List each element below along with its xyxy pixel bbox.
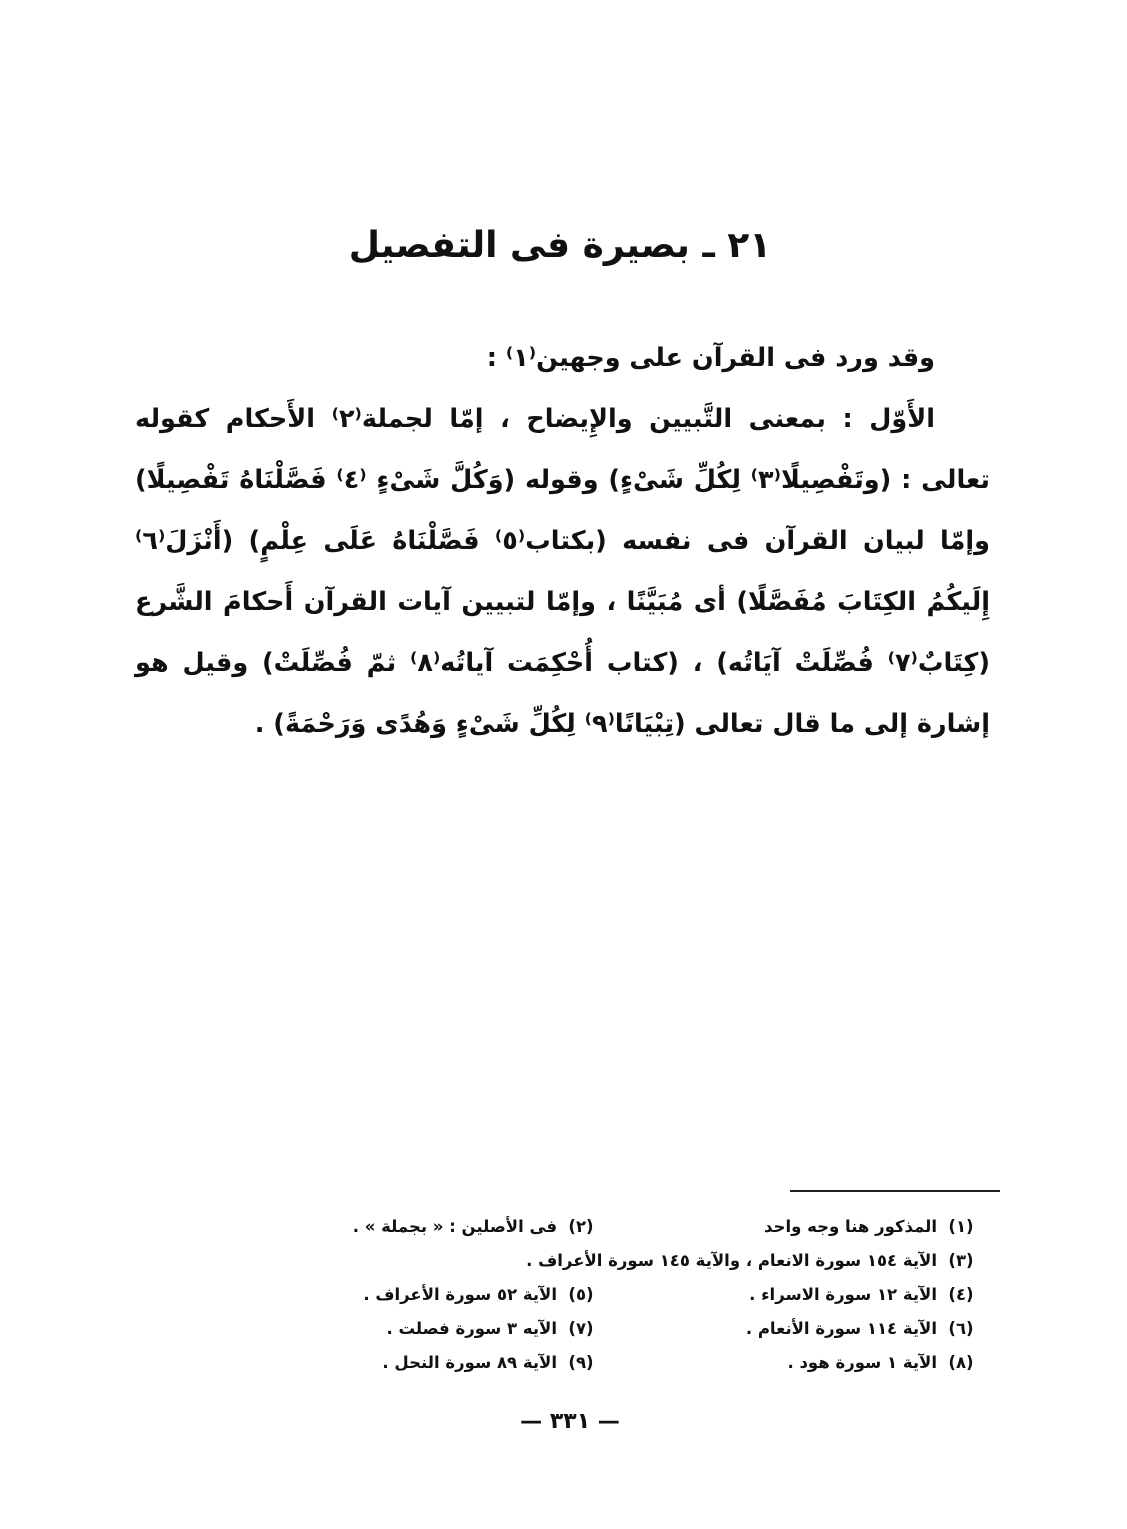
- footnote-row: [225, 1346, 985, 1380]
- footnote-text: الآية ١ سورة هود .: [787, 1353, 937, 1372]
- footnote-6: [605, 1312, 985, 1346]
- footnote-row: [225, 1278, 985, 1312]
- footnote-number: (٥): [568, 1285, 594, 1304]
- footnote-number: (٦): [948, 1319, 974, 1338]
- footnote-3: [225, 1244, 985, 1278]
- footnote-number: (٤): [948, 1285, 974, 1304]
- footnote-text: فى الأصلين : « بجملة » .: [352, 1217, 557, 1236]
- footnote-text: الآية ١١٤ سورة الأنعام .: [745, 1319, 937, 1338]
- chapter-title: ٢١ ـ بصيرة فى التفصيل: [348, 225, 772, 266]
- footnote-text: الآيه ٣ سورة فصلت .: [386, 1319, 557, 1338]
- footnote-5: [225, 1278, 605, 1312]
- footnote-4: [605, 1278, 985, 1312]
- footnote-text: الآية ١٥٤ سورة الانعام ، والآية ١٤٥ سورة الأعراف .: [526, 1251, 937, 1270]
- footnote-1: [605, 1210, 985, 1244]
- footnote-text: الآية ٥٢ سورة الأعراف .: [363, 1285, 557, 1304]
- footnote-number: (٧): [568, 1319, 594, 1338]
- footnote-8: [605, 1346, 985, 1380]
- footnotes: [225, 1210, 985, 1380]
- footnote-number: (١): [948, 1217, 974, 1236]
- footnote-separator: [790, 1190, 1000, 1192]
- footnote-row: [225, 1244, 985, 1278]
- footnote-number: (٨): [948, 1353, 974, 1372]
- footnote-7: [225, 1312, 605, 1346]
- footnote-text: الآية ٨٩ سورة النحل .: [382, 1353, 557, 1372]
- footnote-2: [225, 1210, 605, 1244]
- footnote-row: [225, 1210, 985, 1244]
- footnote-number: (٩): [568, 1353, 594, 1372]
- footnote-text: المذكور هنا وجه واحد: [764, 1217, 937, 1236]
- footnote-9: [225, 1346, 605, 1380]
- footnote-number: (٣): [948, 1251, 974, 1270]
- footnote-number: (٢): [568, 1217, 594, 1236]
- footnote-row: [225, 1312, 985, 1346]
- page-number: — ٣٣١ —: [520, 1409, 620, 1434]
- main-text: [135, 328, 990, 755]
- paragraph-intro: وقد ورد فى القرآن على وجهين⁽١⁾ :: [486, 343, 935, 373]
- paragraph-first-meaning: الأَوّل : بمعنى التَّبيين والإِيضاح ، إمّا لجملة⁽٢⁾ الأَحكام كقوله تعالى : (وتَفْصِيلًا⁽٣⁾ لِكُلِّ شَىْءٍ) وقوله (وَكُلَّ شَىْءٍ ⁽٤⁾ فَصَّلْنَاهُ تَفْصِيلًا) وإمّا لبيان القرآن فى نفسه (بكتاب⁽٥⁾ فَصَّلْنَاهُ عَلَى عِلْمٍ) (أَنْزَلَ⁽٦⁾ إِلَيكُمُ الكِتَابَ مُفَصَّلًا) أى مُبَيَّنًا ، وإمّا لتبيين آيات القرآن أَحكامَ الشَّرع (كِتَابٌ⁽٧⁾ فُصِّلَتْ آيَاتُه) ، (كتاب أُحْكِمَت آياتُه⁽٨⁾ ثمّ فُصِّلَتْ) وقيل هو إشارة إلى ما قال تعالى (تِبْيَانًا⁽٩⁾ لِكُلِّ شَىْءٍ وَهُدًى وَرَحْمَةً) .: [135, 404, 990, 739]
- footnote-text: الآية ١٢ سورة الاسراء .: [749, 1285, 937, 1304]
